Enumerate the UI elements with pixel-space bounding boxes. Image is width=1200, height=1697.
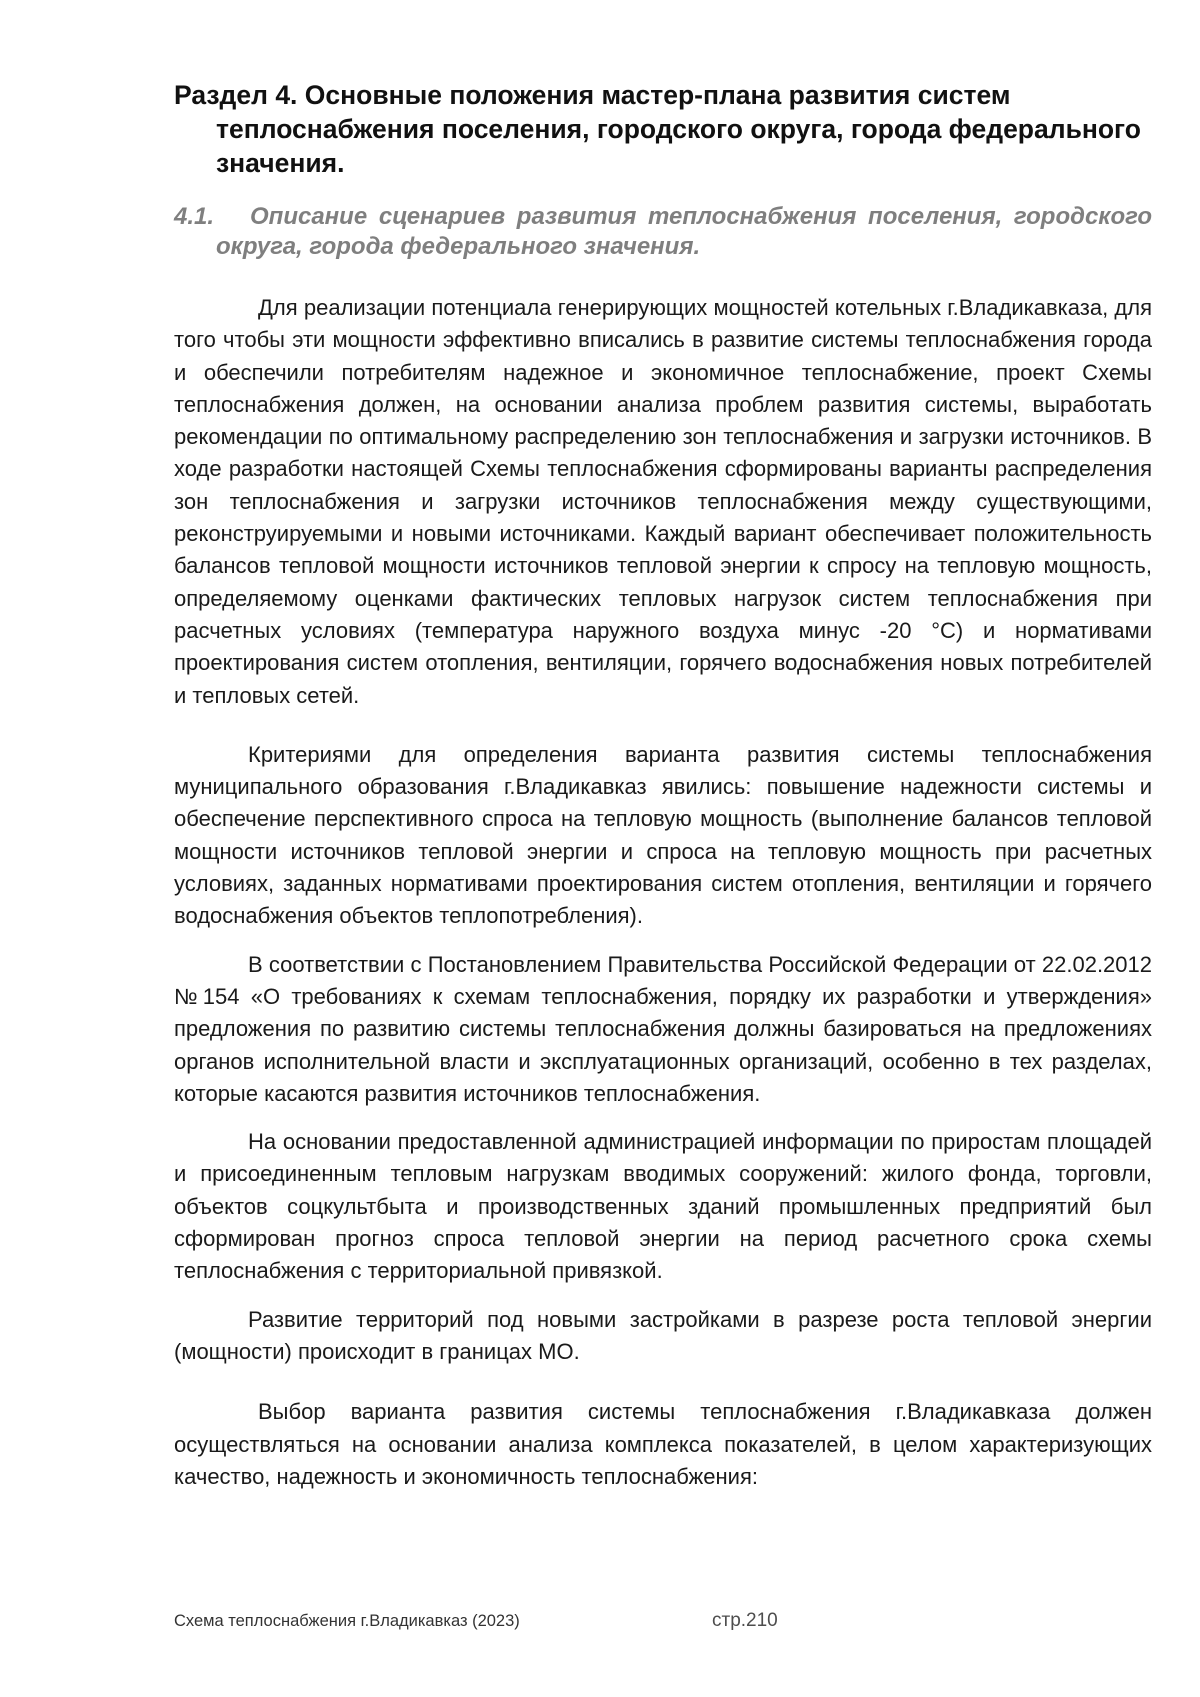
footer-page-number: стр.210: [712, 1610, 778, 1631]
paragraph-criteria: Критериями для определения варианта развития системы теплоснабжения муниципального образования г.Владикавказ явились: повышение надежности системы и обеспечение перспективного спроса на тепловую мощность (выполнение балансов тепловой мощности источников тепловой энергии и спроса на тепловую мощность при расчетных условиях, заданных нормативами проектирования систем отопления, вентиляции и горячего водоснабжения объектов теплопотребления).: [174, 741, 1152, 929]
paragraph-regulation: В соответствии с Постановлением Правительства Российской Федерации от 22.02.2012 №154 «О требованиях к схемам теплоснабжения, порядку их разработки и утверждения» предложения по развитию системы теплоснабжения должны базироваться на предложениях органов исполнительной власти и эксплуатационных организаций, особенно в тех разделах, которые касаются развития источников теплоснабжения.: [174, 951, 1152, 1106]
paragraph-forecast: На основании предоставленной администрацией информации по приростам площадей и присоединенным тепловым нагрузкам вводимых сооружений: жилого фонда, торговли, объектов соцкультбыта и производственных зданий промышленных предприятий был сформирован прогноз спроса тепловой энергии на период расчетного срока схемы теплоснабжения с территориальной привязкой.: [174, 1129, 1152, 1284]
subsection-title: Описание сценариев развития теплоснабжения поселения, городского округа, города федерального значения.: [216, 203, 1152, 260]
subsection-number: 4.1.: [174, 203, 215, 230]
footer-document-title: Схема теплоснабжения г.Владикавказ (2023): [174, 1612, 520, 1630]
paragraph-territory: Развитие территорий под новыми застройками в разрезе роста тепловой энергии (мощности) происходит в границах МО.: [174, 1306, 1152, 1364]
paragraph-variant-choice: Выбор варианта развития системы теплоснабжения г.Владикавказа должен осуществляться на основании анализа комплекса показателей, в целом характеризующих качество, надежность и экономичность теплоснабжения:: [174, 1399, 1152, 1489]
paragraph-potential: Для реализации потенциала генерирующих мощностей котельных г.Владикавказа, для того чтобы эти мощности эффективно вписались в развитие системы теплоснабжения города и обеспечили потребителям надежное и экономичное теплоснабжение, проект Схемы теплоснабжения должен, на основании анализа проблем развития системы, выработать рекомендации по оптимальному распределению зон теплоснабжения и загрузки источников. В ходе разработки настоящей Схемы теплоснабжения сформированы варианты распределения зон теплоснабжения и загрузки источников теплоснабжения между существующими, реконструируемыми и новыми источниками. Каждый вариант обеспечивает положительность балансов тепловой мощности источников тепловой энергии к спросу на тепловую мощность, определяемому оценками фактических тепловых нагрузок систем теплоснабжения при расчетных условиях (температура наружного воздуха минус -20 °С) и нормативами проектирования систем отопления, вентиляции, горячего водоснабжения новых потребителей и тепловых сетей.: [174, 295, 1152, 708]
document-page: [174, 78, 1152, 1493]
section-title: Раздел 4. Основные положения мастер-плана развития систем теплоснабжения поселения, городского округа, города федерального значения.: [174, 80, 1141, 178]
subsection-heading: [174, 202, 1152, 262]
